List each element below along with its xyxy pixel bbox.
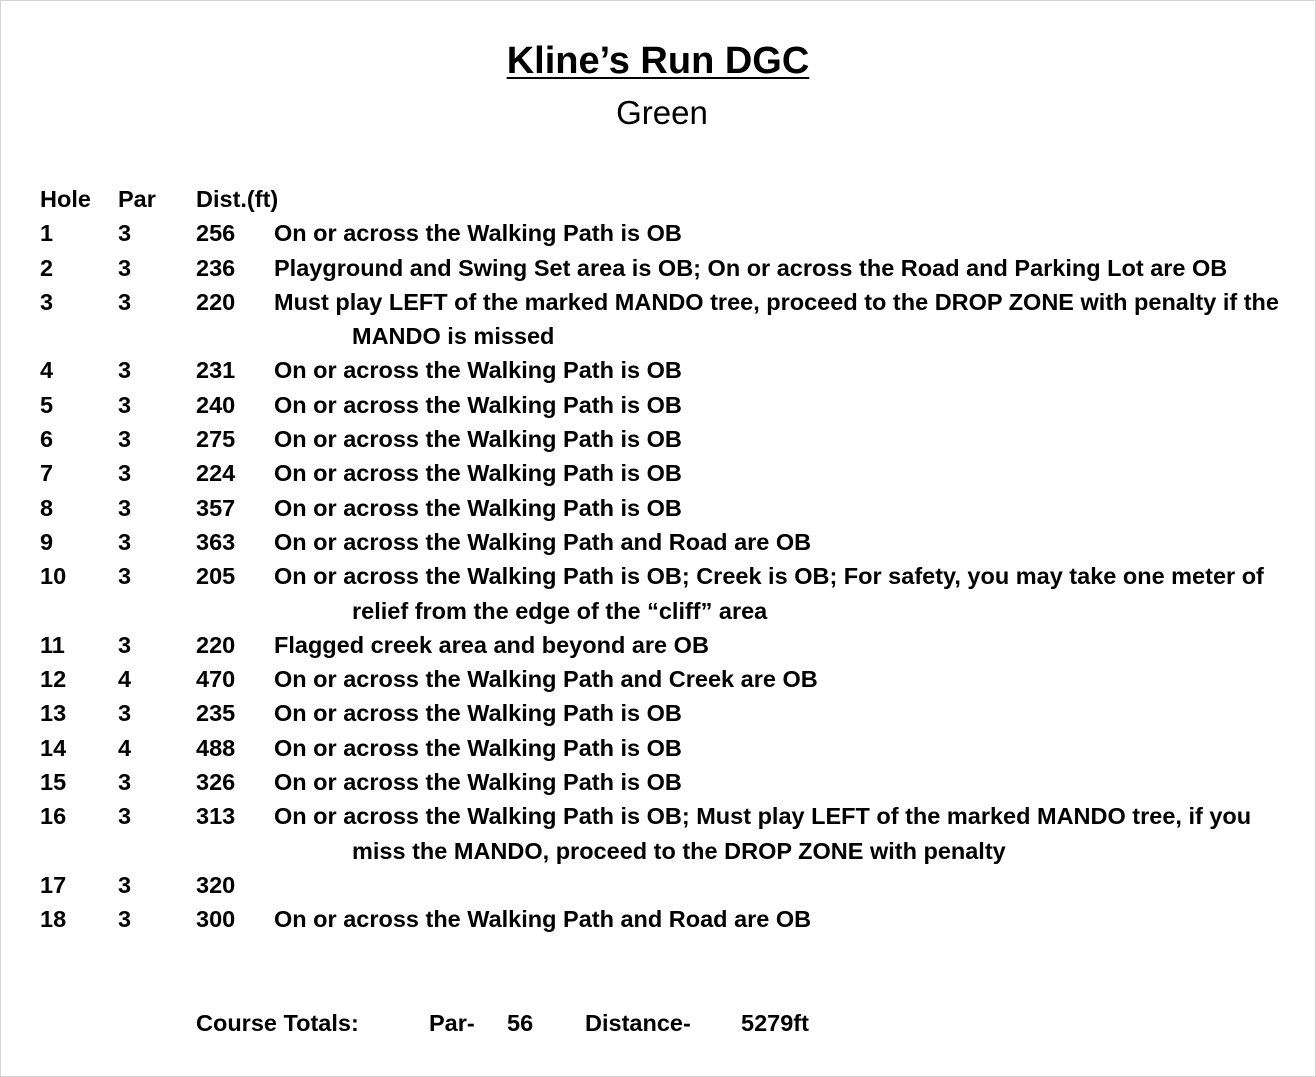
hole-number: 13 [40,700,67,727]
totals-par-value: 56 [507,1010,534,1036]
hole-number: 15 [40,769,67,796]
hole-distance: 235 [196,700,236,727]
table-row [40,388,1300,422]
page-title [0,40,1316,83]
hole-distance: 220 [196,631,236,658]
hole-number: 16 [40,803,67,830]
hole-par: 3 [118,391,132,418]
hole-notes: On or across the Walking Path is OB [274,220,682,247]
hole-par: 3 [118,906,132,933]
hole-notes: On or across the Walking Path is OB [274,700,682,727]
table-row [40,422,1300,456]
hole-notes: On or across the Walking Path and Road are OB [274,906,812,933]
hole-distance: 488 [196,734,236,761]
hole-distance: 313 [196,803,236,830]
hole-distance: 240 [196,391,236,418]
table-row [40,628,1300,662]
hole-distance: 357 [196,494,236,521]
hole-notes: On or across the Walking Path and Creek are OB [274,666,818,693]
hole-number: 12 [40,666,67,693]
table-row [40,216,1300,250]
hole-par: 3 [118,426,132,453]
table-row [40,353,1300,387]
table-row [40,662,1300,696]
hole-par: 3 [118,288,132,315]
hole-distance: 220 [196,288,236,315]
hole-par: 3 [118,220,132,247]
hole-par: 3 [118,357,132,384]
table-row [40,525,1300,559]
hole-number: 3 [40,288,54,315]
hole-number: 8 [40,494,54,521]
hole-par: 4 [118,666,132,693]
tee-color: Green [616,94,708,131]
totals-distance-label: Distance- [585,1010,691,1036]
hole-number: 18 [40,906,67,933]
column-header-distance: Dist.(ft) [196,186,279,212]
hole-notes: On or across the Walking Path is OB [274,391,682,418]
hole-number: 5 [40,391,54,418]
table-row [40,491,1300,525]
hole-par: 3 [118,494,132,521]
hole-notes [274,868,1300,902]
table-row [40,559,1300,628]
hole-notes: On or across the Walking Path is OB [274,460,682,487]
hole-notes: On or across the Walking Path is OB; Must play LEFT of the marked MANDO tree, if you miss the MANDO, proceed to the DROP ZONE with penalty [274,803,1252,864]
table-row [40,765,1300,799]
hole-number: 4 [40,357,54,384]
table-row [40,799,1300,868]
table-row [40,731,1300,765]
hole-number: 6 [40,426,54,453]
hole-par: 4 [118,734,132,761]
hole-par: 3 [118,803,132,830]
hole-distance: 224 [196,460,236,487]
hole-par: 3 [118,254,132,281]
hole-number: 7 [40,460,54,487]
hole-distance: 236 [196,254,236,281]
column-header-par: Par [118,186,156,212]
hole-distance: 326 [196,769,236,796]
hole-number: 14 [40,734,67,761]
hole-notes: Flagged creek area and beyond are OB [274,631,709,658]
hole-distance: 320 [196,871,236,898]
table-row [40,902,1300,936]
hole-number: 10 [40,563,67,590]
hole-distance: 205 [196,563,236,590]
hole-par: 3 [118,769,132,796]
table-row [40,251,1300,285]
hole-par: 3 [118,563,132,590]
hole-notes: On or across the Walking Path is OB [274,769,682,796]
hole-notes: Playground and Swing Set area is OB; On or across the Road and Parking Lot are OB [274,254,1228,281]
hole-distance: 256 [196,220,236,247]
hole-notes: Must play LEFT of the marked MANDO tree, proceed to the DROP ZONE with penalty if the MANDO is missed [274,288,1279,350]
table-row [40,868,1300,902]
table-row [40,696,1300,730]
hole-distance: 231 [196,357,236,384]
hole-number: 1 [40,220,54,247]
table-row [40,285,1300,354]
hole-distance: 300 [196,906,236,933]
hole-par: 3 [118,528,132,555]
hole-par: 3 [118,700,132,727]
hole-notes: On or across the Walking Path is OB [274,426,682,453]
hole-notes: On or across the Walking Path and Road are OB [274,528,812,555]
table-header [40,182,1300,216]
totals-label: Course Totals: [196,1010,359,1036]
hole-distance: 470 [196,666,236,693]
course-name: Kline’s Run DGC [506,40,810,82]
hole-table [40,182,1300,937]
hole-notes: On or across the Walking Path is OB [274,734,682,761]
table-row [40,456,1300,490]
hole-par: 3 [118,871,132,898]
hole-number: 17 [40,871,67,898]
column-header-hole: Hole [40,186,91,212]
hole-notes: On or across the Walking Path is OB; Creek is OB; For safety, you may take one meter of relief from the edge of the “cliff” area [274,563,1264,624]
totals-distance-value: 5279ft [741,1010,809,1036]
hole-number: 11 [40,631,65,658]
hole-par: 3 [118,460,132,487]
hole-notes: On or across the Walking Path is OB [274,357,682,384]
hole-number: 9 [40,528,54,555]
hole-notes: On or across the Walking Path is OB [274,494,682,521]
hole-number: 2 [40,254,54,281]
hole-par: 3 [118,631,132,658]
hole-distance: 363 [196,528,236,555]
hole-distance: 275 [196,426,236,453]
totals-par-label: Par- [429,1010,475,1036]
